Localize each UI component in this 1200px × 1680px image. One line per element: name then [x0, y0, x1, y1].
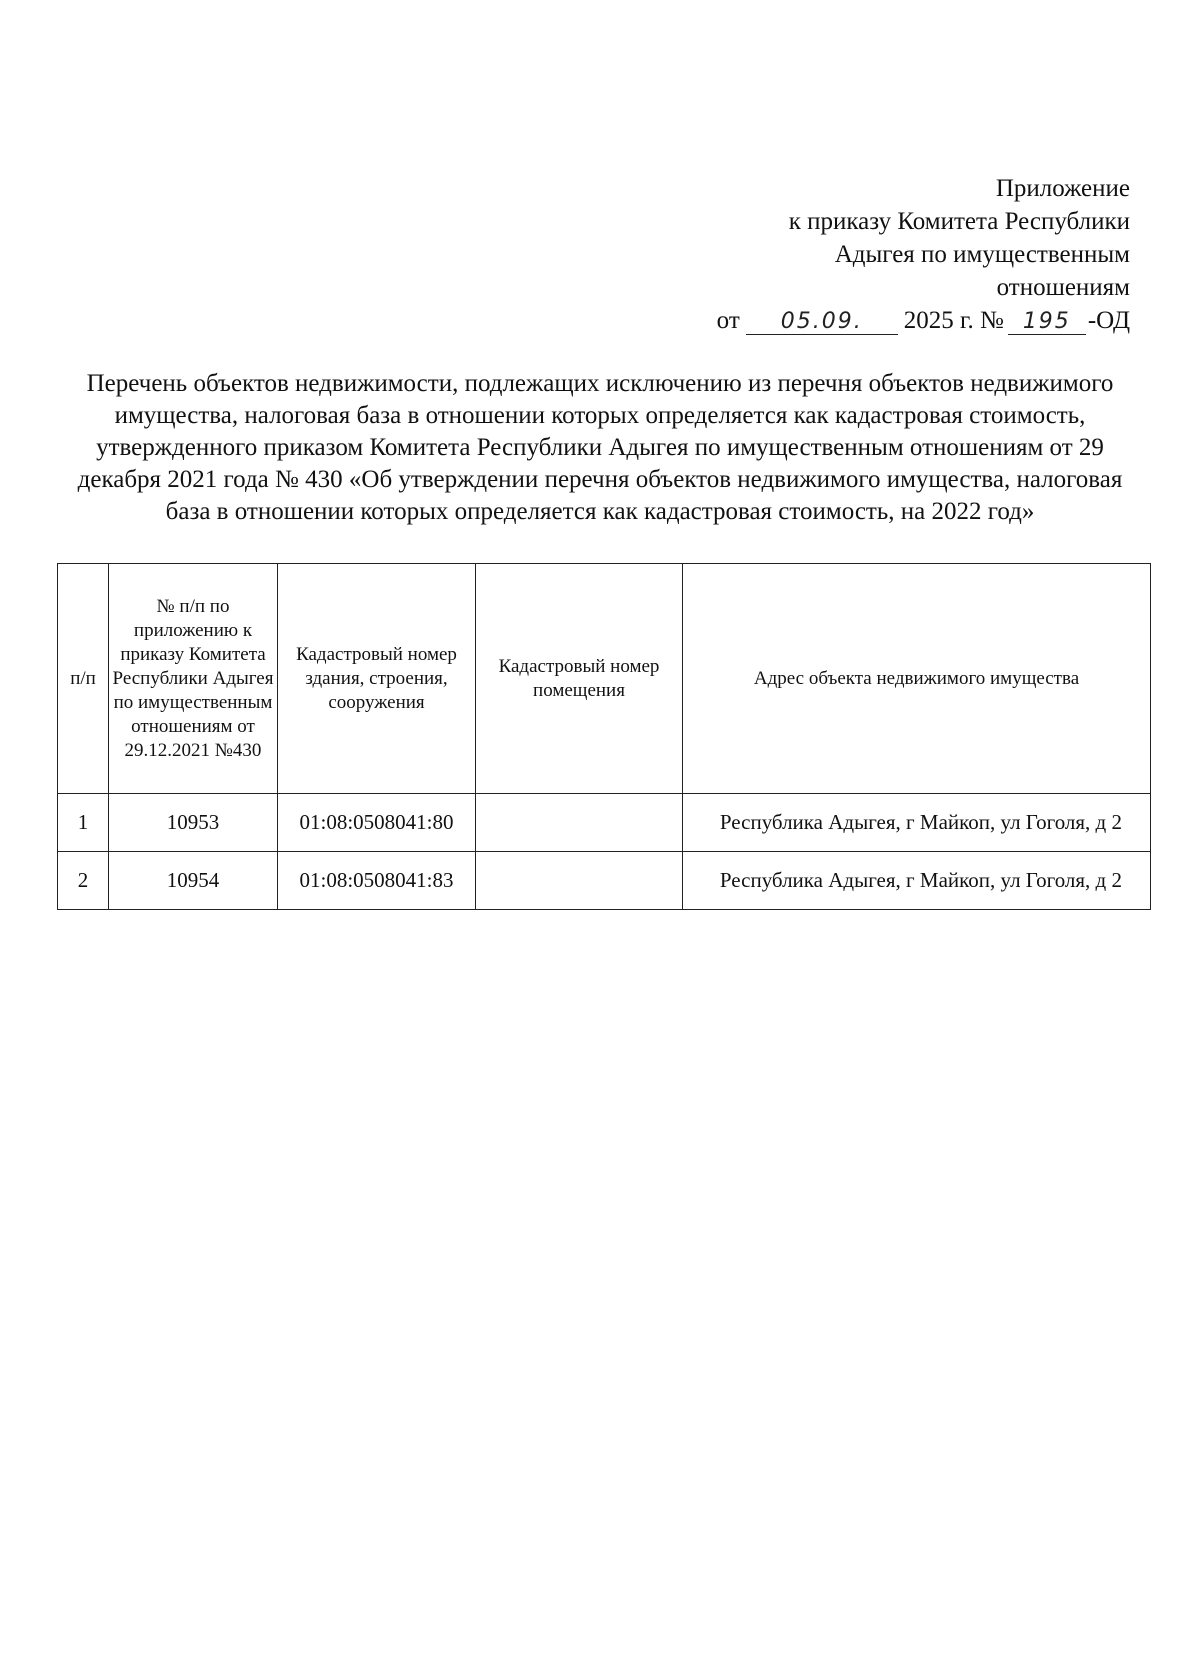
column-header: Кадастровый номер здания, строения, сооружения [278, 564, 476, 794]
premises-cadastral-cell [476, 852, 683, 910]
date-prefix: от [716, 307, 740, 334]
number-suffix: -ОД [1087, 307, 1130, 334]
address-cell: Республика Адыгея, г Майкоп, ул Гоголя, д 2 [683, 852, 1151, 910]
appendix-line: Приложение [995, 175, 1130, 202]
row-number-cell: 2 [58, 852, 109, 910]
column-header: п/п [58, 564, 109, 794]
table-header-row [58, 564, 1151, 794]
row-number-cell: 1 [58, 794, 109, 852]
table-row [58, 794, 1151, 852]
objects-table [57, 563, 1151, 910]
table-row [58, 852, 1151, 910]
appendix-line: Адыгея по имущественным [834, 241, 1130, 268]
document-title: Перечень объектов недвижимости, подлежащих исключению из перечня объектов недвижимого имущества, налоговая база в отношении которых определяется как кадастровая стоимость, утвержденного приказом Комитета Республики Адыгея по имущественным отношениям от 29 декабря 2021 года № 430 «Об утверждении перечня объектов недвижимого имущества, налоговая база в отношении которых определяется как кадастровая стоимость, на 2022 год» [77, 370, 1123, 525]
appendix-number-cell: 10954 [109, 852, 278, 910]
handwritten-number: 195 [1022, 309, 1071, 334]
column-header: Кадастровый номер помещения [476, 564, 683, 794]
address-cell: Республика Адыгея, г Майкоп, ул Гоголя, д 2 [683, 794, 1151, 852]
building-cadastral-cell: 01:08:0508041:83 [278, 852, 476, 910]
building-cadastral-cell: 01:08:0508041:80 [278, 794, 476, 852]
handwritten-date: 05.09. [780, 309, 863, 334]
premises-cadastral-cell [476, 794, 683, 852]
appendix-heading [717, 172, 1130, 337]
appendix-number-cell: 10953 [109, 794, 278, 852]
column-header: № п/п по приложению к приказу Комитета Республики Адыгея по имущественным отношениям от 29.12.2021 №430 [109, 564, 278, 794]
appendix-line: к приказу Комитета Республики [788, 208, 1130, 235]
appendix-line: отношениям [996, 274, 1130, 301]
year-text: 2025 г. № [903, 307, 1004, 334]
number-blank [1008, 308, 1086, 335]
date-blank [746, 308, 898, 335]
order-date-line [717, 304, 1130, 337]
column-header: Адрес объекта недвижимого имущества [683, 564, 1151, 794]
